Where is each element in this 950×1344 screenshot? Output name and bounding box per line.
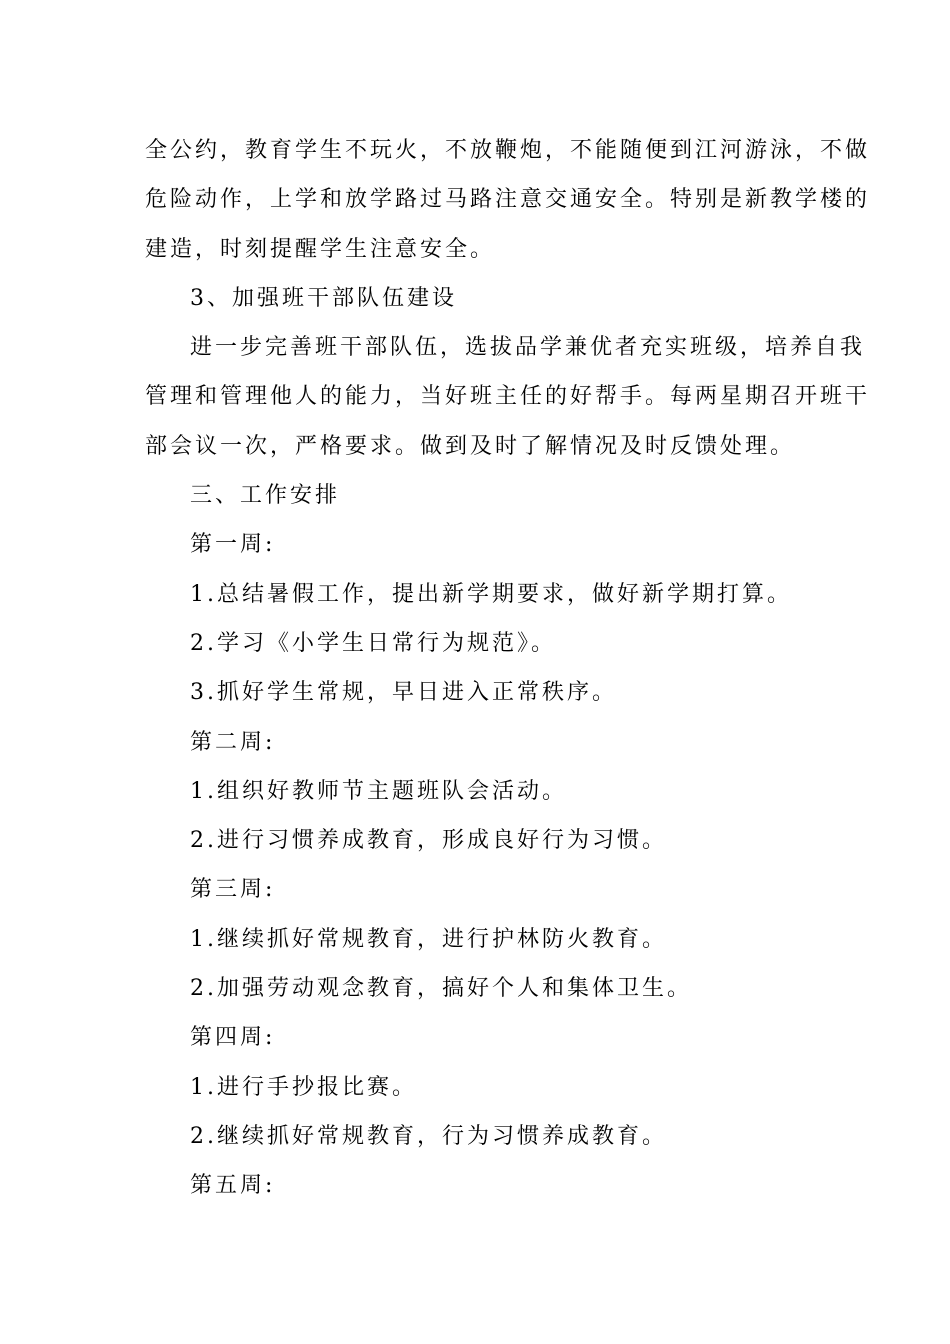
list-item: 1.继续抓好常规教育，进行护林防火教育。	[190, 926, 667, 952]
list-item: 1.进行手抄报比赛。	[190, 1074, 417, 1100]
list-item: 1.组织好教师节主题班队会活动。	[190, 778, 567, 804]
list-item: 2.继续抓好常规教育，行为习惯养成教育。	[190, 1123, 667, 1149]
week-heading: 第四周:	[190, 1025, 276, 1051]
paragraph-line: 建造，时刻提醒学生注意安全。	[145, 236, 496, 262]
paragraph-line: 进一步完善班干部队伍，选拔品学兼优者充实班级，培养自我	[190, 335, 866, 361]
document-body	[145, 126, 871, 1211]
week-heading: 第五周:	[190, 1173, 276, 1199]
paragraph-line: 部会议一次，严格要求。做到及时了解情况及时反馈处理。	[145, 433, 796, 459]
section-heading: 三、工作安排	[190, 483, 341, 509]
paragraph-line: 全公约，教育学生不玩火，不放鞭炮，不能随便到江河游泳，不做	[145, 138, 871, 163]
list-item: 2.学习《小学生日常行为规范》。	[190, 630, 556, 656]
section-heading: 3、加强班干部队伍建设	[190, 285, 457, 311]
list-item: 2.加强劳动观念教育，搞好个人和集体卫生。	[190, 976, 692, 1002]
week-heading: 第一周:	[190, 532, 276, 558]
week-heading: 第二周:	[190, 729, 276, 755]
list-item: 1.总结暑假工作，提出新学期要求，做好新学期打算。	[190, 581, 792, 607]
paragraph-line: 管理和管理他人的能力，当好班主任的好帮手。每两星期召开班干	[145, 384, 871, 410]
paragraph-line: 危险动作，上学和放学路过马路注意交通安全。特别是新教学楼的	[145, 187, 871, 213]
week-heading: 第三周:	[190, 877, 276, 903]
list-item: 2.进行习惯养成教育，形成良好行为习惯。	[190, 828, 667, 854]
list-item: 3.抓好学生常规，早日进入正常秩序。	[190, 680, 617, 706]
